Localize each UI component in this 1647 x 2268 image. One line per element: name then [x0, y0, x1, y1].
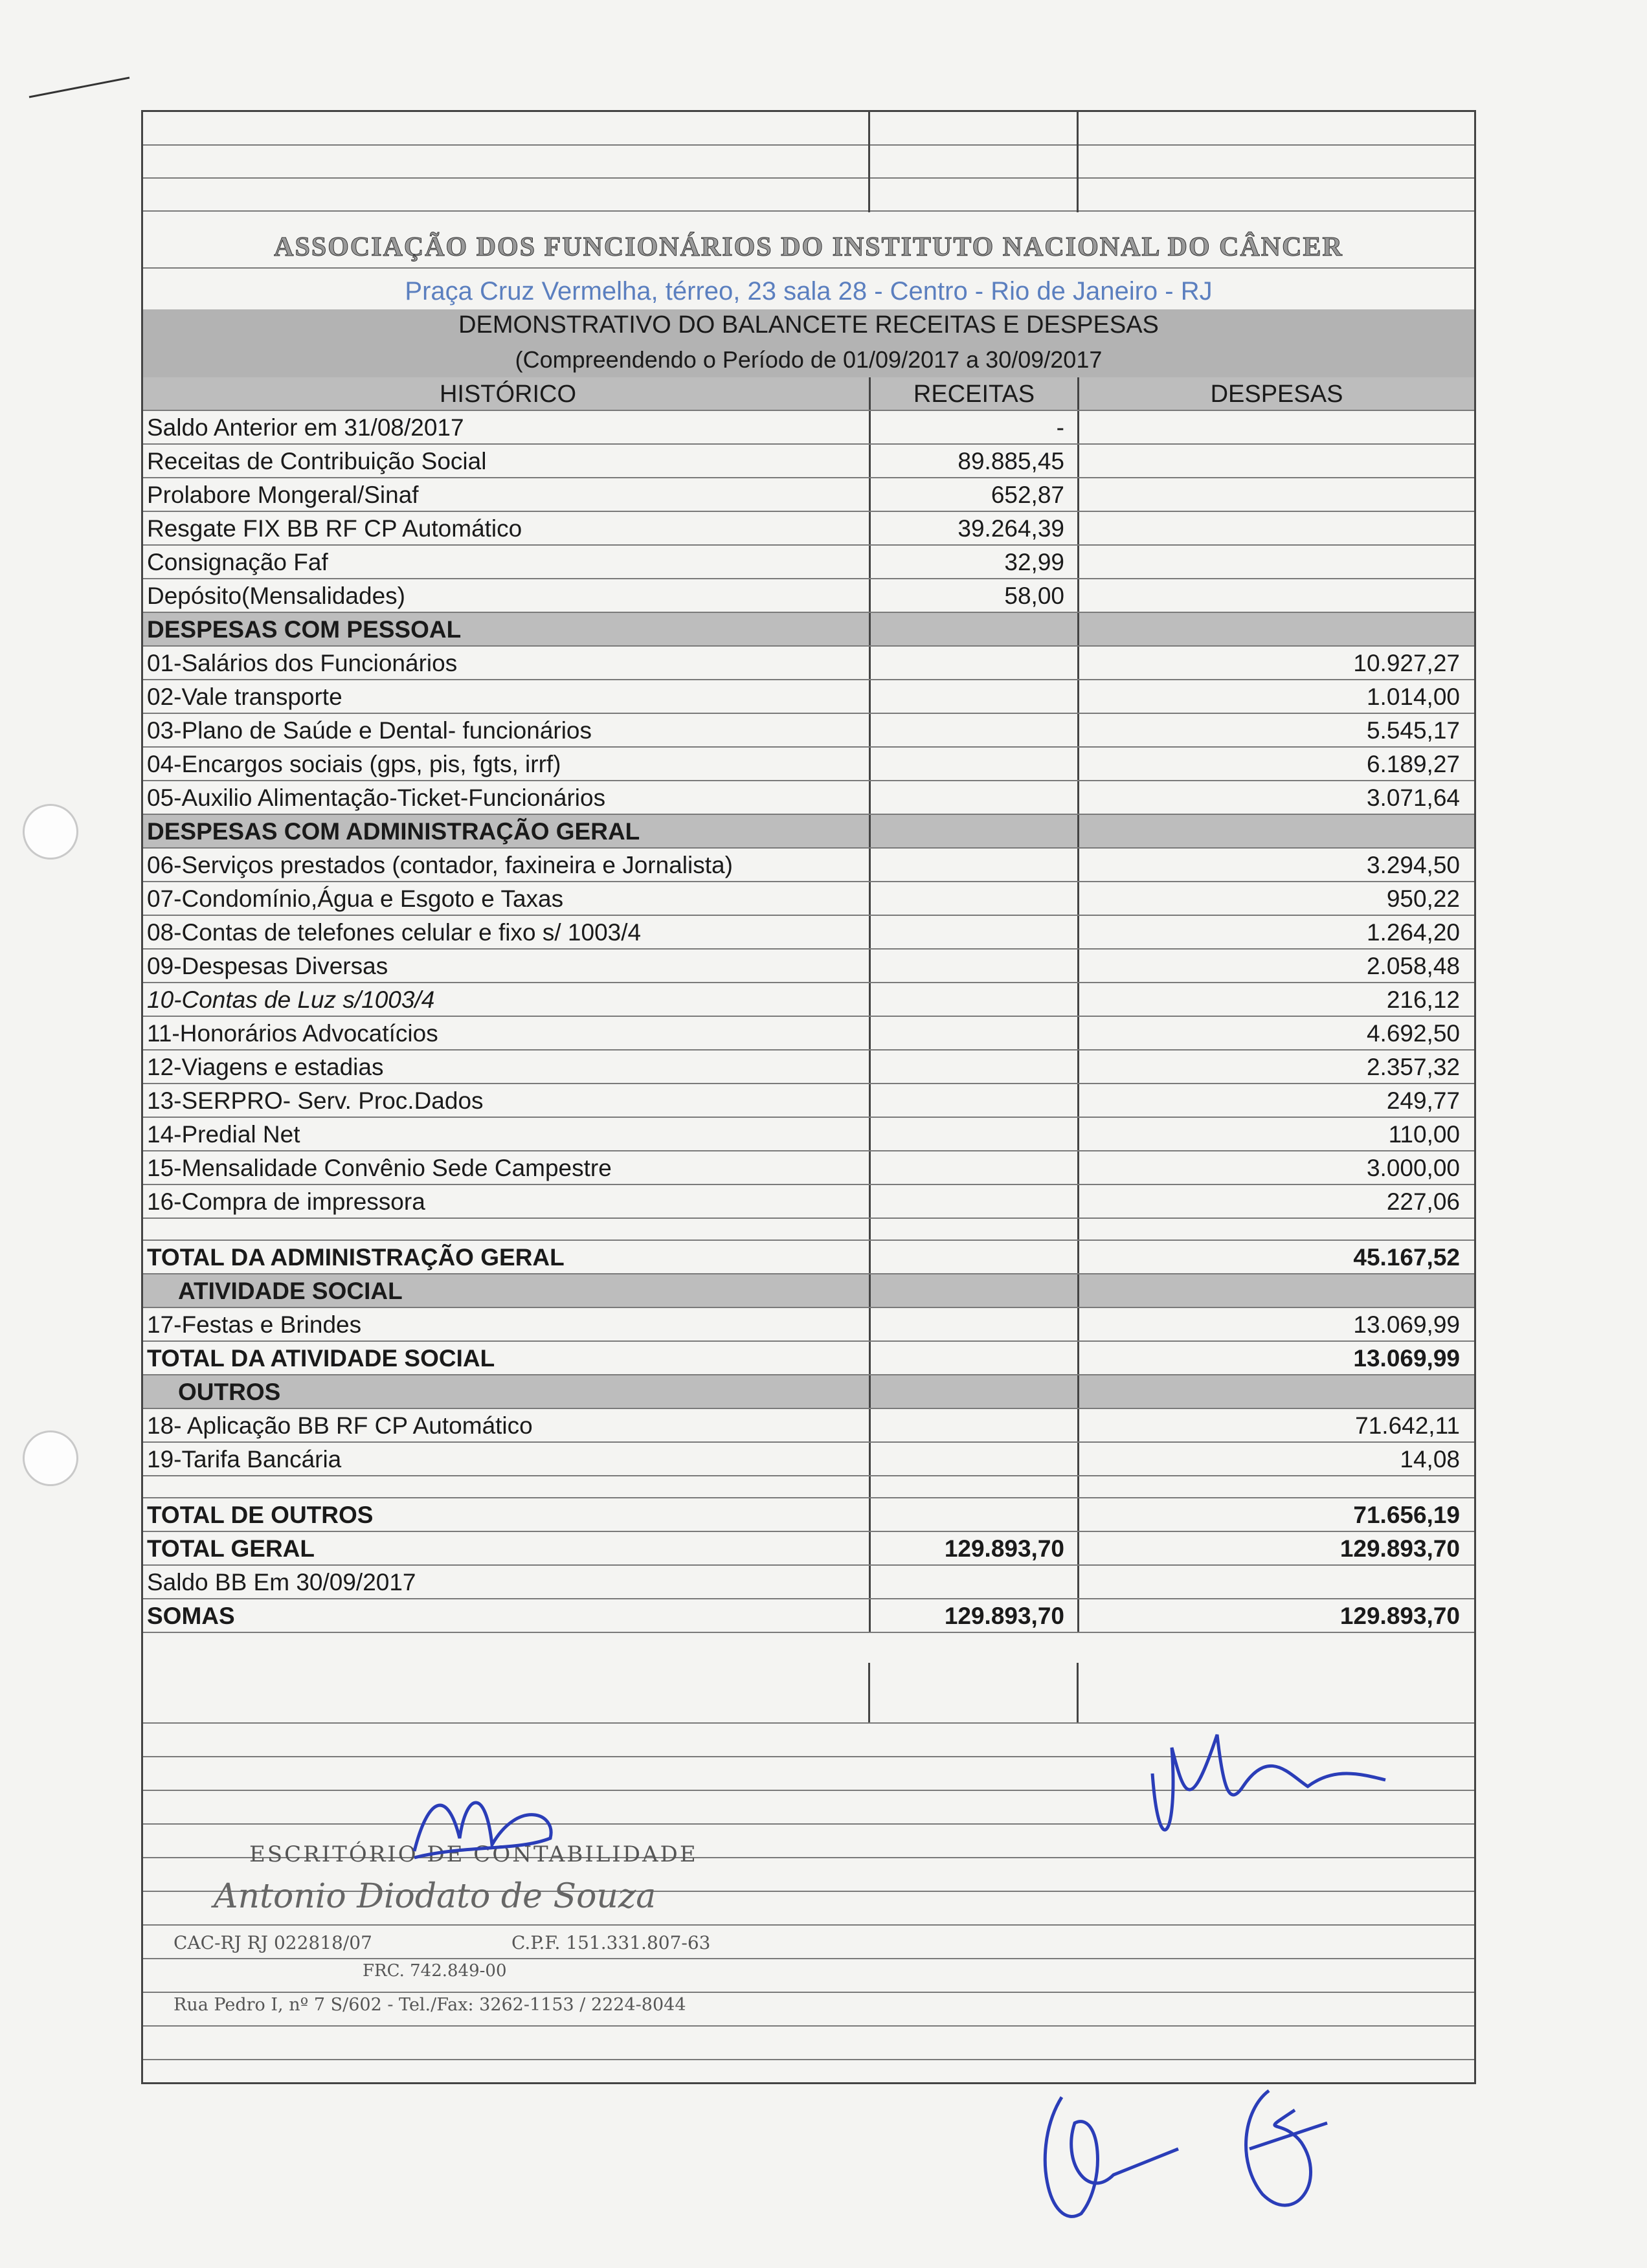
receitas-cell: [869, 1219, 1077, 1240]
punch-hole: [23, 804, 78, 860]
receitas-cell: 32,99: [869, 546, 1077, 578]
table-row: [143, 1084, 1474, 1118]
historico-cell: OUTROS: [178, 1379, 281, 1405]
receitas-cell: [869, 1185, 1077, 1217]
historico-cell: TOTAL DE OUTROS: [147, 1502, 374, 1528]
stamp-line-2: Antonio Diodato de Souza: [214, 1877, 656, 1916]
despesas-cell: 1.264,20: [1077, 916, 1474, 948]
receitas-cell: [869, 950, 1077, 982]
despesas-cell: 10.927,27: [1077, 647, 1474, 679]
receitas-cell: [869, 1498, 1077, 1531]
despesas-cell: [1077, 1274, 1474, 1307]
historico-cell: Resgate FIX BB RF CP Automático: [147, 515, 522, 542]
table-row: [143, 1476, 1474, 1498]
despesas-cell: [1077, 478, 1474, 511]
receitas-cell: [869, 613, 1077, 645]
receitas-cell: [869, 882, 1077, 915]
table-row: [143, 815, 1474, 849]
historico-cell: Consignação Faf: [147, 549, 328, 575]
table-row: [143, 1308, 1474, 1342]
punch-hole: [23, 1430, 78, 1486]
historico-cell: DESPESAS COM ADMINISTRAÇÃO GERAL: [147, 818, 640, 845]
historico-cell: SOMAS: [147, 1603, 235, 1629]
despesas-cell: [1077, 1375, 1474, 1408]
report-title: DEMONSTRATIVO DO BALANCETE RECEITAS E DESPESAS: [458, 311, 1159, 339]
historico-cell: TOTAL DA ATIVIDADE SOCIAL: [147, 1345, 495, 1372]
table-row: [143, 1151, 1474, 1185]
despesas-cell: 2.058,48: [1077, 950, 1474, 982]
table-row: [143, 512, 1474, 546]
despesas-cell: 4.692,50: [1077, 1017, 1474, 1049]
receitas-cell: [869, 983, 1077, 1016]
receitas-cell: [869, 680, 1077, 713]
report-period: (Compreendendo o Período de 01/09/2017 a 30/09/2017: [515, 346, 1103, 373]
historico-cell: 12-Viagens e estadias: [147, 1054, 384, 1080]
despesas-cell: 71.642,11: [1077, 1409, 1474, 1441]
historico-cell: DESPESAS COM PESSOAL: [147, 616, 462, 643]
despesas-cell: 3.000,00: [1077, 1151, 1474, 1184]
historico-cell: Saldo Anterior em 31/08/2017: [147, 414, 464, 441]
despesas-cell: [1077, 1476, 1474, 1497]
initials-bottom: [1023, 2071, 1360, 2240]
receitas-cell: 652,87: [869, 478, 1077, 511]
table-row: [143, 781, 1474, 815]
historico-cell: 03-Plano de Saúde e Dental- funcionários: [147, 717, 592, 744]
despesas-cell: 1.014,00: [1077, 680, 1474, 713]
historico-cell: Receitas de Contribuição Social: [147, 448, 487, 474]
col-receitas: RECEITAS: [869, 377, 1077, 410]
historico-cell: 01-Salários dos Funcionários: [147, 650, 458, 676]
despesas-cell: 5.545,17: [1077, 714, 1474, 746]
receitas-cell: [869, 916, 1077, 948]
despesas-cell: 45.167,52: [1077, 1241, 1474, 1273]
despesas-cell: 227,06: [1077, 1185, 1474, 1217]
receitas-cell: [869, 1017, 1077, 1049]
receitas-cell: [869, 1274, 1077, 1307]
despesas-cell: 249,77: [1077, 1084, 1474, 1117]
table-row: [143, 1566, 1474, 1599]
receitas-cell: 58,00: [869, 579, 1077, 612]
table-row: [143, 1219, 1474, 1241]
column-header-row: [143, 377, 1474, 411]
historico-cell: 08-Contas de telefones celular e fixo s/ 1003/4: [147, 919, 642, 946]
historico-cell: 04-Encargos sociais (gps, pis, fgts, irrf): [147, 751, 561, 777]
despesas-cell: [1077, 445, 1474, 477]
receitas-cell: [869, 781, 1077, 814]
table-row: [143, 579, 1474, 613]
receitas-cell: [869, 1409, 1077, 1441]
historico-cell: [147, 1219, 869, 1240]
table-row: [143, 1409, 1474, 1443]
historico-cell: 13-SERPRO- Serv. Proc.Dados: [147, 1087, 484, 1114]
receitas-cell: [869, 849, 1077, 881]
table-row: [143, 849, 1474, 882]
table-row: [143, 647, 1474, 680]
signature-stamp-scribble: [388, 1773, 583, 1877]
table-row: [143, 1375, 1474, 1409]
despesas-cell: 950,22: [1077, 882, 1474, 915]
table-row: [143, 714, 1474, 748]
historico-cell: 11-Honorários Advocatícios: [147, 1020, 438, 1047]
table-row: [143, 1532, 1474, 1566]
despesas-cell: [1077, 1219, 1474, 1240]
table-row: [143, 983, 1474, 1017]
stamp-line-4: FRC. 742.849-00: [363, 1961, 507, 1981]
despesas-cell: [1077, 815, 1474, 847]
historico-cell: 10-Contas de Luz s/1003/4: [147, 986, 435, 1013]
stamp-line-1: ESCRITÓRIO DE CONTABILIDADE: [249, 1841, 698, 1867]
historico-cell: Depósito(Mensalidades): [147, 583, 405, 609]
table-row: [143, 950, 1474, 983]
historico-cell: 09-Despesas Diversas: [147, 953, 388, 979]
historico-cell: 06-Serviços prestados (contador, faxineira e Jornalista): [147, 852, 733, 878]
historico-cell: ATIVIDADE SOCIAL: [178, 1278, 403, 1304]
table-row: [143, 1118, 1474, 1151]
historico-cell: TOTAL DA ADMINISTRAÇÃO GERAL: [147, 1244, 565, 1271]
table-row: [143, 1241, 1474, 1274]
historico-cell: [147, 1476, 869, 1497]
historico-cell: 14-Predial Net: [147, 1121, 300, 1148]
historico-cell: 18- Aplicação BB RF CP Automático: [147, 1412, 533, 1439]
table-row: [143, 613, 1474, 647]
historico-cell: Saldo BB Em 30/09/2017: [147, 1569, 416, 1595]
historico-cell: 15-Mensalidade Convênio Sede Campestre: [147, 1155, 612, 1181]
despesas-cell: 14,08: [1077, 1443, 1474, 1475]
receitas-cell: [869, 1476, 1077, 1497]
signature-right: [1139, 1696, 1398, 1864]
table-row: [143, 1017, 1474, 1051]
despesas-cell: [1077, 613, 1474, 645]
historico-cell: 19-Tarifa Bancária: [147, 1446, 342, 1473]
col-despesas: DESPESAS: [1077, 377, 1474, 410]
table-row: [143, 1599, 1474, 1633]
stamp-line-3b: C.P.F. 151.331.807-63: [511, 1932, 711, 1953]
table-row: [143, 680, 1474, 714]
receitas-cell: 39.264,39: [869, 512, 1077, 544]
despesas-cell: [1077, 546, 1474, 578]
despesas-cell: 13.069,99: [1077, 1342, 1474, 1374]
despesas-cell: 71.656,19: [1077, 1498, 1474, 1531]
receitas-cell: [869, 647, 1077, 679]
despesas-cell: 2.357,32: [1077, 1051, 1474, 1083]
receitas-cell: [869, 1375, 1077, 1408]
table-row: [143, 478, 1474, 512]
receitas-cell: [869, 1308, 1077, 1340]
pen-mark: [26, 65, 136, 104]
despesas-cell: 129.893,70: [1077, 1532, 1474, 1564]
receitas-cell: [869, 1118, 1077, 1150]
despesas-cell: [1077, 579, 1474, 612]
table-row: [143, 916, 1474, 950]
historico-cell: 05-Auxilio Alimentação-Ticket-Funcionários: [147, 784, 606, 811]
stamp-line-5: Rua Pedro I, nº 7 S/602 - Tel./Fax: 3262-1153 / 2224-8044: [174, 1995, 686, 2015]
historico-cell: Prolabore Mongeral/Sinaf: [147, 482, 419, 508]
despesas-cell: 216,12: [1077, 983, 1474, 1016]
receitas-cell: 129.893,70: [869, 1599, 1077, 1632]
historico-cell: 16-Compra de impressora: [147, 1188, 425, 1215]
despesas-cell: 3.294,50: [1077, 849, 1474, 881]
table-row: [143, 1342, 1474, 1375]
receitas-cell: [869, 714, 1077, 746]
despesas-cell: 110,00: [1077, 1118, 1474, 1150]
receitas-cell: [869, 1342, 1077, 1374]
receitas-cell: [869, 1443, 1077, 1475]
despesas-cell: 6.189,27: [1077, 748, 1474, 780]
col-historico: HISTÓRICO: [439, 381, 577, 408]
receitas-cell: [869, 1151, 1077, 1184]
table-row: [143, 1274, 1474, 1308]
receitas-cell: [869, 815, 1077, 847]
table-row: [143, 546, 1474, 579]
despesas-cell: 129.893,70: [1077, 1599, 1474, 1632]
receitas-cell: 89.885,45: [869, 445, 1077, 477]
despesas-cell: [1077, 411, 1474, 443]
table-row: [143, 445, 1474, 478]
historico-cell: TOTAL GERAL: [147, 1535, 315, 1562]
historico-cell: 07-Condomínio,Água e Esgoto e Taxas: [147, 885, 564, 912]
table-row: [143, 1051, 1474, 1084]
table-row: [143, 1185, 1474, 1219]
receitas-cell: -: [869, 411, 1077, 443]
despesas-cell: 3.071,64: [1077, 781, 1474, 814]
receitas-cell: [869, 1084, 1077, 1117]
despesas-cell: [1077, 512, 1474, 544]
despesas-cell: 13.069,99: [1077, 1308, 1474, 1340]
table-row: [143, 882, 1474, 916]
table-row: [143, 1498, 1474, 1532]
table-row: [143, 1443, 1474, 1476]
historico-cell: 17-Festas e Brindes: [147, 1311, 362, 1338]
stamp-line-3a: CAC-RJ RJ 022818/07: [174, 1932, 372, 1953]
address-line: Praça Cruz Vermelha, térreo, 23 sala 28 - Centro - Rio de Janeiro - RJ: [405, 277, 1213, 306]
receitas-cell: [869, 1241, 1077, 1273]
historico-cell: 02-Vale transporte: [147, 684, 342, 710]
receitas-cell: [869, 748, 1077, 780]
receitas-cell: 129.893,70: [869, 1532, 1077, 1564]
organization-title: ASSOCIAÇÃO DOS FUNCIONÁRIOS DO INSTITUTO NACIONAL DO CÂNCER: [274, 232, 1343, 262]
despesas-cell: [1077, 1566, 1474, 1598]
table-row: [143, 748, 1474, 781]
receitas-cell: [869, 1566, 1077, 1598]
receitas-cell: [869, 1051, 1077, 1083]
table-row: [143, 411, 1474, 445]
